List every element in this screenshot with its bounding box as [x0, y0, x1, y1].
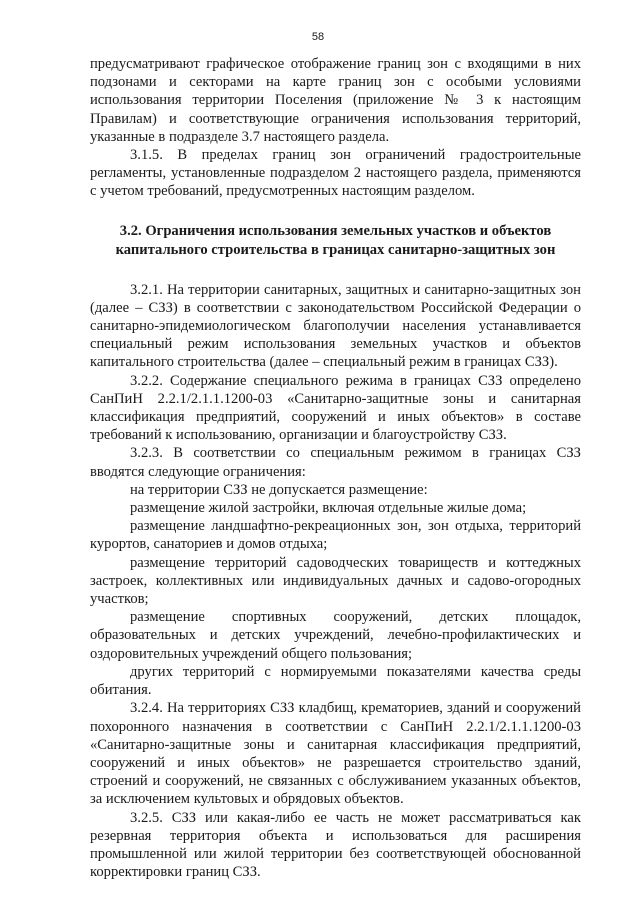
- page-number: 58: [311, 31, 325, 43]
- document-body: [90, 55, 581, 881]
- list-item-sports-education: размещение спортивных сооружений, детских площадок, образовательных и детских учреждений, лечебно-профилактических и оздоровительных учреждений общего пользования;: [90, 609, 581, 662]
- spacer: [90, 260, 581, 281]
- section-title-line-2: капитального строительства в границах санитарно-защитных зон: [115, 241, 556, 258]
- paragraph-3-2-5: 3.2.5. СЗЗ или какая-либо ее часть не может рассматриваться как резервная территория объекта и использоваться для расширения промышленной или жилой территории без соответствующей обоснованной корректировки границ СЗЗ.: [90, 809, 581, 881]
- paragraph-intro-continuation: предусматривают графическое отображение границ зон с входящими в них подзонами и секторами на карте границ зон с особыми условиями использования территории Поселения (приложение № 3 к настоящим Правилам) и соответствующие ограничения использования территорий, указанные в подразделе 3.7 настоящего раздела.: [90, 56, 581, 145]
- list-item-residential: размещение жилой застройки, включая отдельные жилые дома;: [130, 500, 527, 517]
- list-item-restriction-header: на территории СЗЗ не допускается размещение:: [130, 481, 428, 498]
- paragraph-3-2-4: 3.2.4. На территориях СЗЗ кладбищ, крематориев, зданий и сооружений похоронного назначения в соответствии с СанПиН 2.2.1/2.1.1.1200-03 «Санитарно-защитные зоны и санитарная классификация предприятий, сооружений и иных объектов» не разрешается строительство зданий, строений и сооружений, не связанных с обслуживанием указанных объектов, за исключением культовых и обрядовых объектов.: [90, 700, 581, 808]
- section-title-3-2: [90, 222, 581, 260]
- paragraph-3-2-2: 3.2.2. Содержание специального режима в границах СЗЗ определено СанПиН 2.2.1/2.1.1.1200-03 «Санитарно-защитные зоны и санитарная классификация предприятий, сооружений и иных объектов» в составе требований к использованию, организации и благоустройству СЗЗ.: [90, 372, 581, 444]
- spacer: [90, 201, 581, 222]
- section-title-line-1: 3.2. Ограничения использования земельных участков и объектов: [119, 222, 552, 239]
- list-item-other-territories: других территорий с нормируемыми показателями качества среды обитания.: [90, 663, 581, 699]
- paragraph-3-2-1: 3.2.1. На территории санитарных, защитных и санитарно-защитных зон (далее – СЗЗ) в соответствии с законодательством Российской Федерации о санитарно-эпидемиологическом благополучии населения устанавливается специальный режим использования земельных участков и объектов капитального строительства (далее – специальный режим в границах СЗЗ).: [90, 281, 581, 371]
- list-item-recreation: размещение ландшафтно-рекреационных зон, зон отдыха, территорий курортов, санаториев и домов отдыха;: [90, 518, 581, 553]
- paragraph-3-2-3: 3.2.3. В соответствии со специальным режимом в границах СЗЗ вводятся следующие ограничения:: [90, 445, 581, 480]
- list-item-garden-plots: размещение территорий садоводческих товариществ и коттеджных застроек, коллективных или индивидуальных дачных и садово-огородных участков;: [90, 554, 581, 608]
- paragraph-3-1-5: 3.1.5. В пределах границ зон ограничений градостроительные регламенты, установленные подразделом 2 настоящего раздела, применяются с учетом требований, предусмотренных настоящим разделом.: [90, 147, 581, 200]
